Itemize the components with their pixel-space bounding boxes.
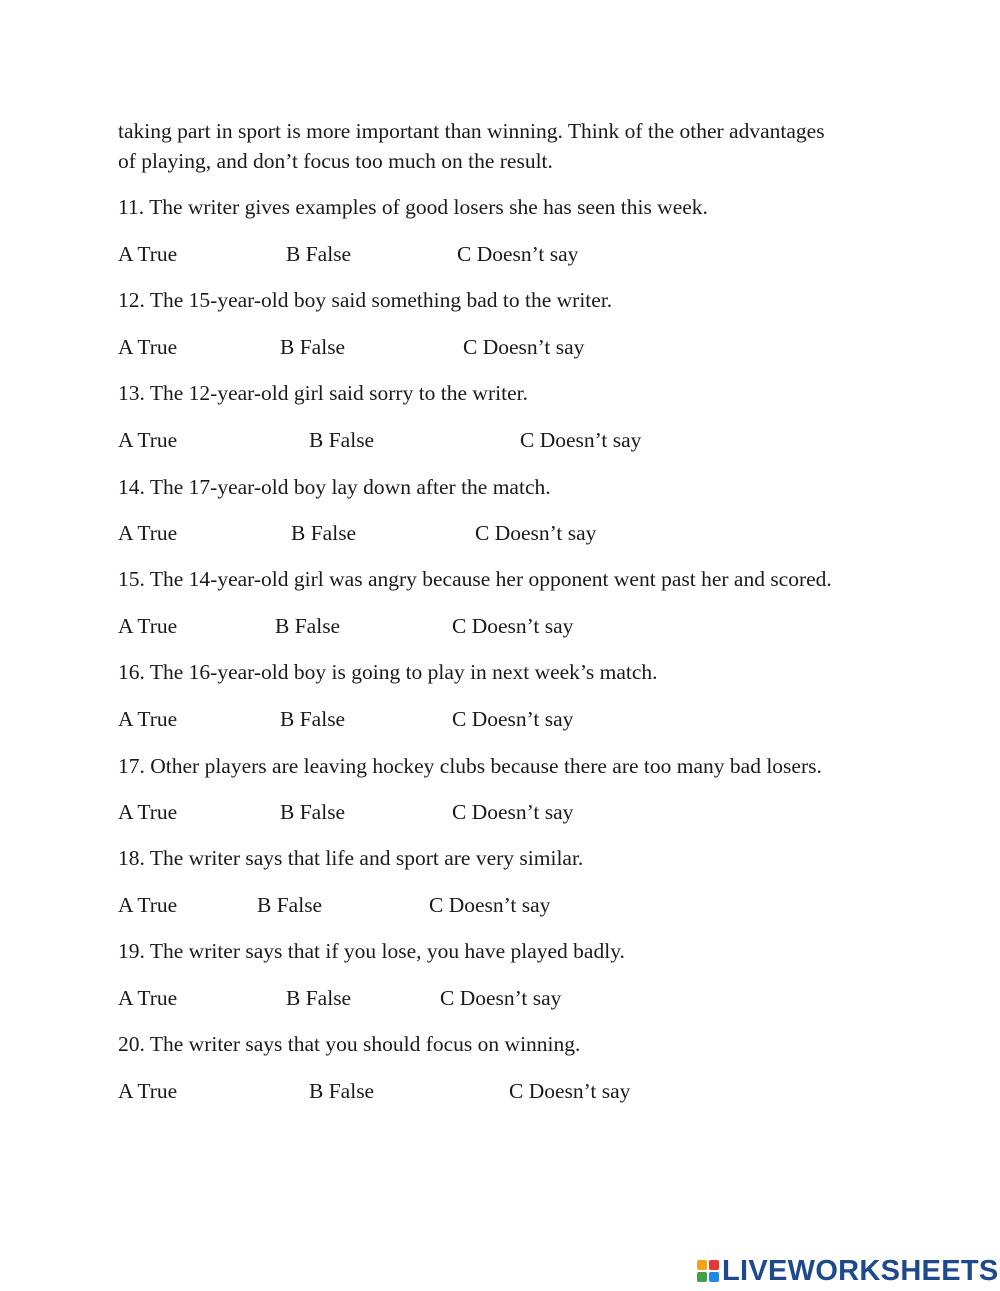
question-13: 13. The 12-year-old girl said sorry to the writer. [118,381,528,405]
q16-option-b[interactable]: B False [280,707,346,731]
question-11: 11. The writer gives examples of good losers she has seen this week. [118,195,708,219]
q18-option-a[interactable]: A True [118,893,178,917]
logo-blocks-icon [697,1260,719,1282]
logo-text: LIVEWORKSHEETS [722,1254,999,1287]
q16-option-a[interactable]: A True [118,707,178,731]
q17-option-b[interactable]: B False [280,800,346,824]
question-12: 12. The 15-year-old boy said something bad to the writer. [118,288,613,312]
q19-option-b[interactable]: B False [286,986,352,1010]
q17-option-c[interactable]: C Doesn’t say [452,800,574,824]
question-16: 16. The 16-year-old boy is going to play in next week’s match. [118,660,658,684]
question-17: 17. Other players are leaving hockey clubs because there are too many bad losers. [118,754,822,778]
q11-option-a[interactable]: A True [118,242,178,266]
q12-option-a[interactable]: A True [118,335,178,359]
q12-option-c[interactable]: C Doesn’t say [463,335,585,359]
question-20: 20. The writer says that you should focus on winning. [118,1032,581,1056]
q20-option-c[interactable]: C Doesn’t say [509,1079,631,1103]
q15-option-a[interactable]: A True [118,614,178,638]
passage-end [118,116,898,176]
q16-option-c[interactable]: C Doesn’t say [452,707,574,731]
q14-option-b[interactable]: B False [291,521,357,545]
liveworksheets-logo [697,1255,999,1287]
q15-option-c[interactable]: C Doesn’t say [452,614,574,638]
q13-option-c[interactable]: C Doesn’t say [520,428,642,452]
q14-option-a[interactable]: A True [118,521,178,545]
q11-option-c[interactable]: C Doesn’t say [457,242,579,266]
q15-option-b[interactable]: B False [275,614,341,638]
q14-option-c[interactable]: C Doesn’t say [475,521,597,545]
q20-option-a[interactable]: A True [118,1079,178,1103]
question-19: 19. The writer says that if you lose, you have played badly. [118,939,625,963]
passage-line-2: of playing, and don’t focus too much on the result. [118,149,553,173]
q13-option-a[interactable]: A True [118,428,178,452]
q18-option-b[interactable]: B False [257,893,323,917]
q13-option-b[interactable]: B False [309,428,375,452]
question-14: 14. The 17-year-old boy lay down after the match. [118,475,551,499]
q19-option-c[interactable]: C Doesn’t say [440,986,562,1010]
q20-option-b[interactable]: B False [309,1079,375,1103]
passage-line-1: taking part in sport is more important than winning. Think of the other advantages [118,119,825,143]
question-15: 15. The 14-year-old girl was angry because her opponent went past her and scored. [118,567,832,591]
q18-option-c[interactable]: C Doesn’t say [429,893,551,917]
q12-option-b[interactable]: B False [280,335,346,359]
question-18: 18. The writer says that life and sport are very similar. [118,846,584,870]
q19-option-a[interactable]: A True [118,986,178,1010]
q17-option-a[interactable]: A True [118,800,178,824]
q11-option-b[interactable]: B False [286,242,352,266]
